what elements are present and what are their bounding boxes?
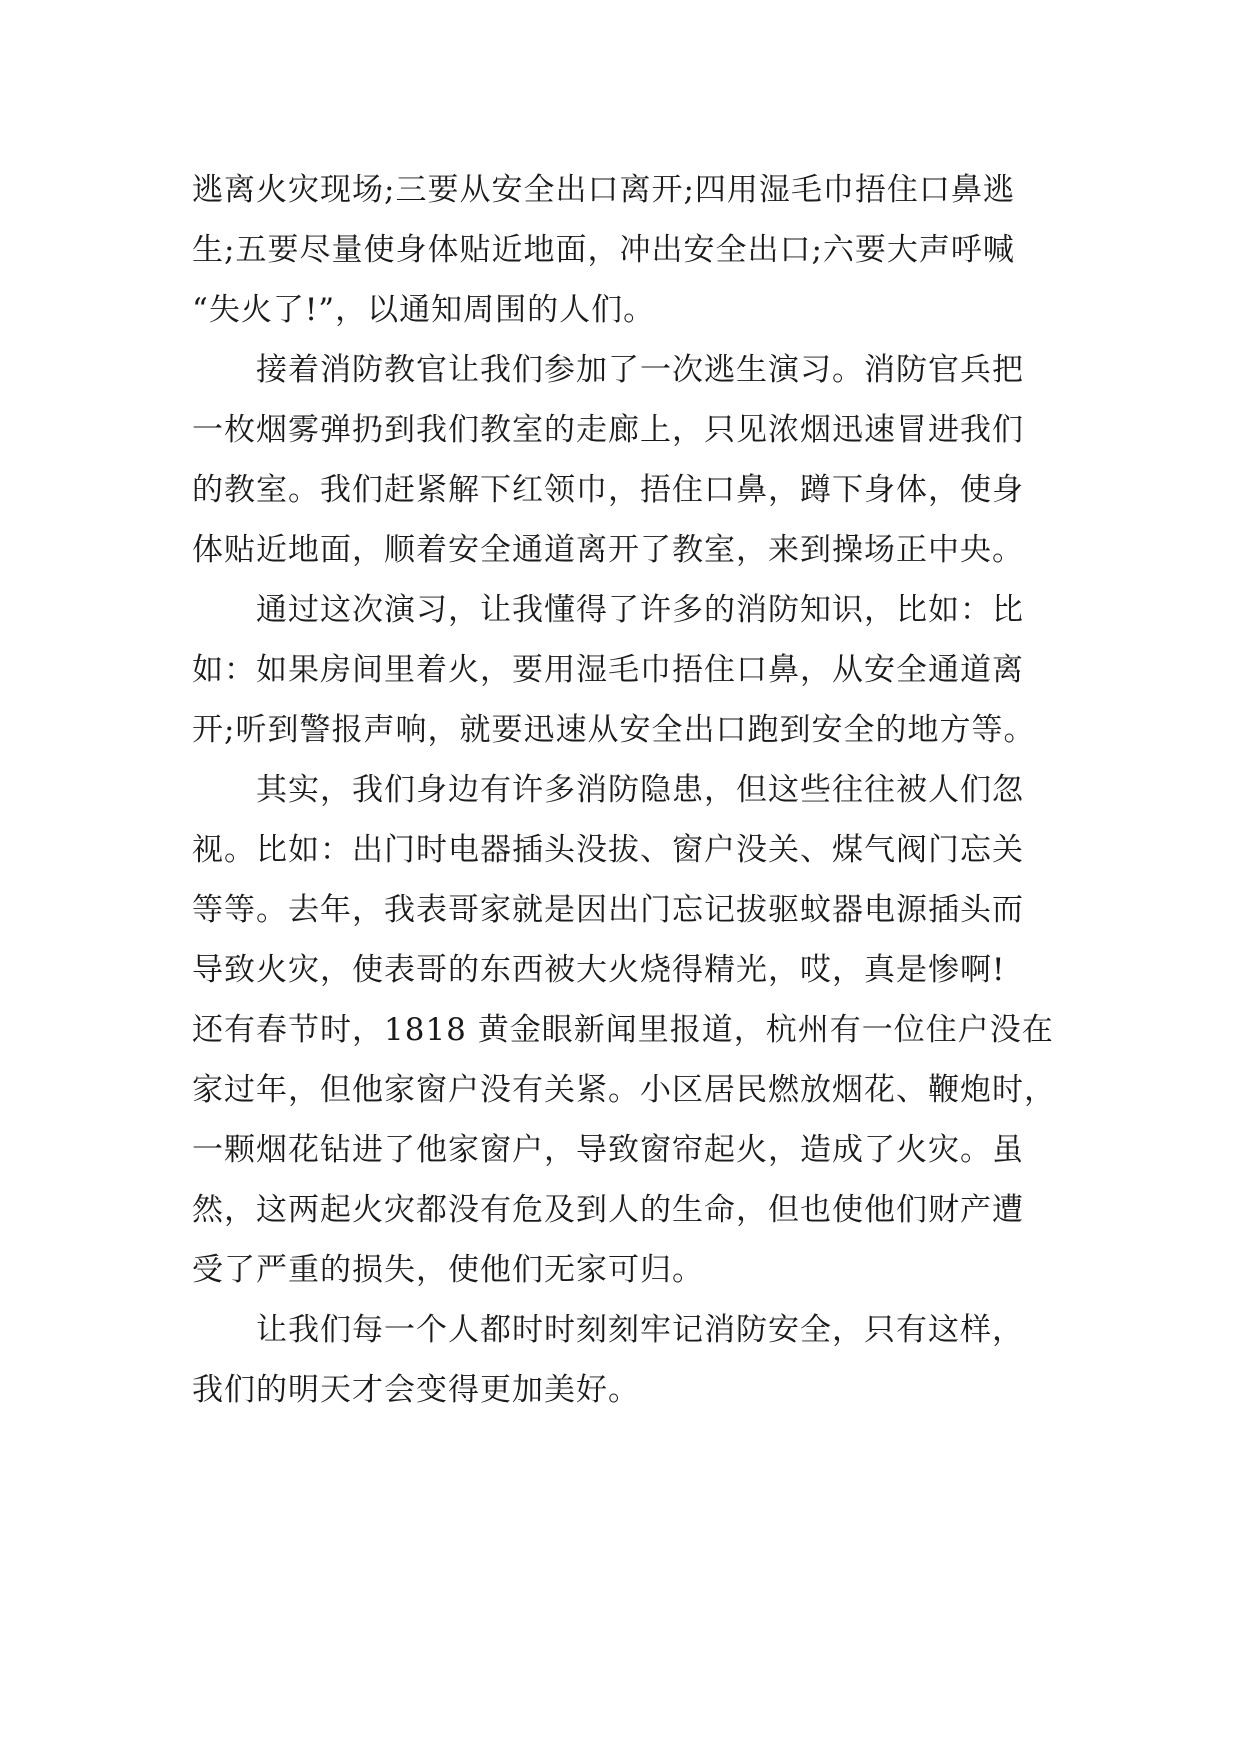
text-line: 受了严重的损失，使他们无家可归。 [192,1252,704,1288]
text-line: 然，这两起火灾都没有危及到人的生命，但也使他们财产遭 [192,1192,1024,1228]
text-line: 一颗烟花钻进了他家窗户，导致窗帘起火，造成了火灾。虽 [192,1132,1024,1168]
text-line: “失火了!”，以通知周围的人们。 [192,292,656,328]
paragraph [192,1300,1052,1420]
text-line: 开;听到警报声响，就要迅速从安全出口跑到安全的地方等。 [192,712,1036,748]
text-line: 导致火灾，使表哥的东西被大火烧得精光，哎，真是惨啊! [192,952,1006,988]
text-line: 的教室。我们赶紧解下红领巾，捂住口鼻，蹲下身体，使身 [192,472,1024,508]
text-line: 等等。去年，我表哥家就是因出门忘记拔驱蚊器电源插头而 [192,892,1024,928]
document-body [192,160,1056,1420]
text-line: 让我们每一个人都时时刻刻牢记消防安全，只有这样， [256,1312,1024,1348]
text-line: 如：如果房间里着火，要用湿毛巾捂住口鼻，从安全通道离 [192,652,1024,688]
text-line: 其实，我们身边有许多消防隐患，但这些往往被人们忽 [256,772,1024,808]
text-line: 接着消防教官让我们参加了一次逃生演习。消防官兵把 [256,352,1024,388]
text-line: 还有春节时，1818 黄金眼新闻里报道，杭州有一位住户没在 [192,1012,1054,1048]
text-line: 逃离火灾现场;三要从安全出口离开;四用湿毛巾捂住口鼻逃 [192,172,1015,208]
text-line: 视。比如：出门时电器插头没拔、窗户没关、煤气阀门忘关 [192,832,1024,868]
text-line: 我们的明天才会变得更加美好。 [192,1372,640,1408]
paragraph [192,160,1052,340]
text-line: 通过这次演习，让我懂得了许多的消防知识，比如：比 [256,592,1024,628]
text-line: 生;五要尽量使身体贴近地面，冲出安全出口;六要大声呼喊 [192,232,1015,268]
paragraph [192,580,1052,760]
text-line: 家过年，但他家窗户没有关紧。小区居民燃放烟花、鞭炮时， [192,1072,1056,1108]
paragraph [192,340,1052,580]
text-line: 一枚烟雾弹扔到我们教室的走廊上，只见浓烟迅速冒进我们 [192,412,1024,448]
text-line: 体贴近地面，顺着安全通道离开了教室，来到操场正中央。 [192,532,1024,568]
paragraph [192,760,1056,1300]
